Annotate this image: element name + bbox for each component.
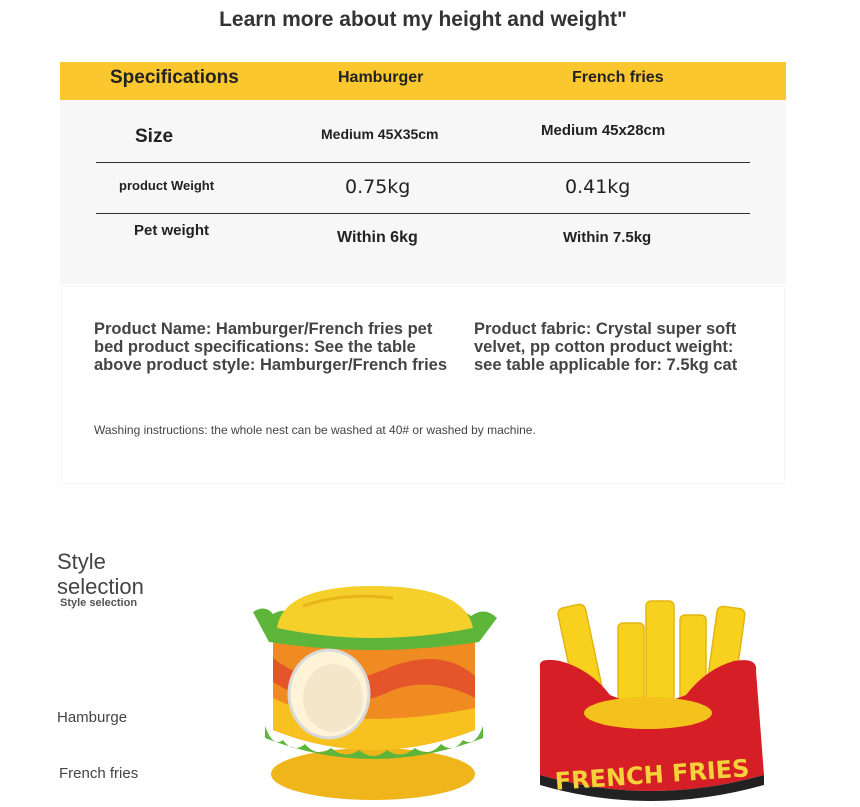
option-hamburger[interactable]: Hamburge (57, 709, 128, 726)
row-pet-weight-hamburger: Within 6kg (337, 229, 418, 246)
product-fabric-text: Product fabric: Crystal super soft velvet, pp cotton product weight: see table applicable for: 7.5kg cat (474, 320, 738, 374)
product-name-text: Product Name: Hamburger/French fries pet bed product specifications: See the table above product style: Hamburger/French fries (94, 320, 448, 374)
row-weight-label: product Weight (119, 178, 215, 193)
row-size-fries: Medium 45x28cm (541, 122, 666, 139)
washing-instructions: Washing instructions: the whole nest can be washed at 40# or washed by machine. (94, 423, 536, 437)
row-size-label: Size (135, 126, 174, 147)
style-selection-title: Style selection (57, 549, 144, 599)
style-selection-subtitle: Style selection (60, 597, 138, 609)
product-info-card (62, 287, 784, 483)
hamburger-bed-image (243, 548, 505, 807)
row-weight-hamburger: 0.75kg (345, 176, 411, 198)
fries-container-text: FRENCH FRIES (553, 754, 751, 796)
bottom-bun-shape (271, 748, 475, 800)
header-french-fries: French fries (572, 69, 664, 86)
spec-table (60, 62, 786, 284)
option-french-fries[interactable]: French fries (59, 765, 139, 782)
page-heading: Learn more about my height and weight" (219, 8, 627, 31)
row-weight-fries: 0.41kg (565, 176, 631, 198)
row-divider (96, 213, 750, 214)
header-hamburger: Hamburger (338, 69, 424, 86)
spec-table-header (60, 62, 786, 100)
header-specifications: Specifications (110, 67, 239, 88)
cushion-shape (584, 697, 712, 729)
row-divider (96, 162, 750, 163)
row-size-hamburger: Medium 45X35cm (321, 126, 439, 142)
french-fries-bed-image (520, 545, 772, 807)
row-pet-weight-label: Pet weight (134, 222, 210, 239)
row-pet-weight-fries: Within 7.5kg (563, 229, 652, 246)
